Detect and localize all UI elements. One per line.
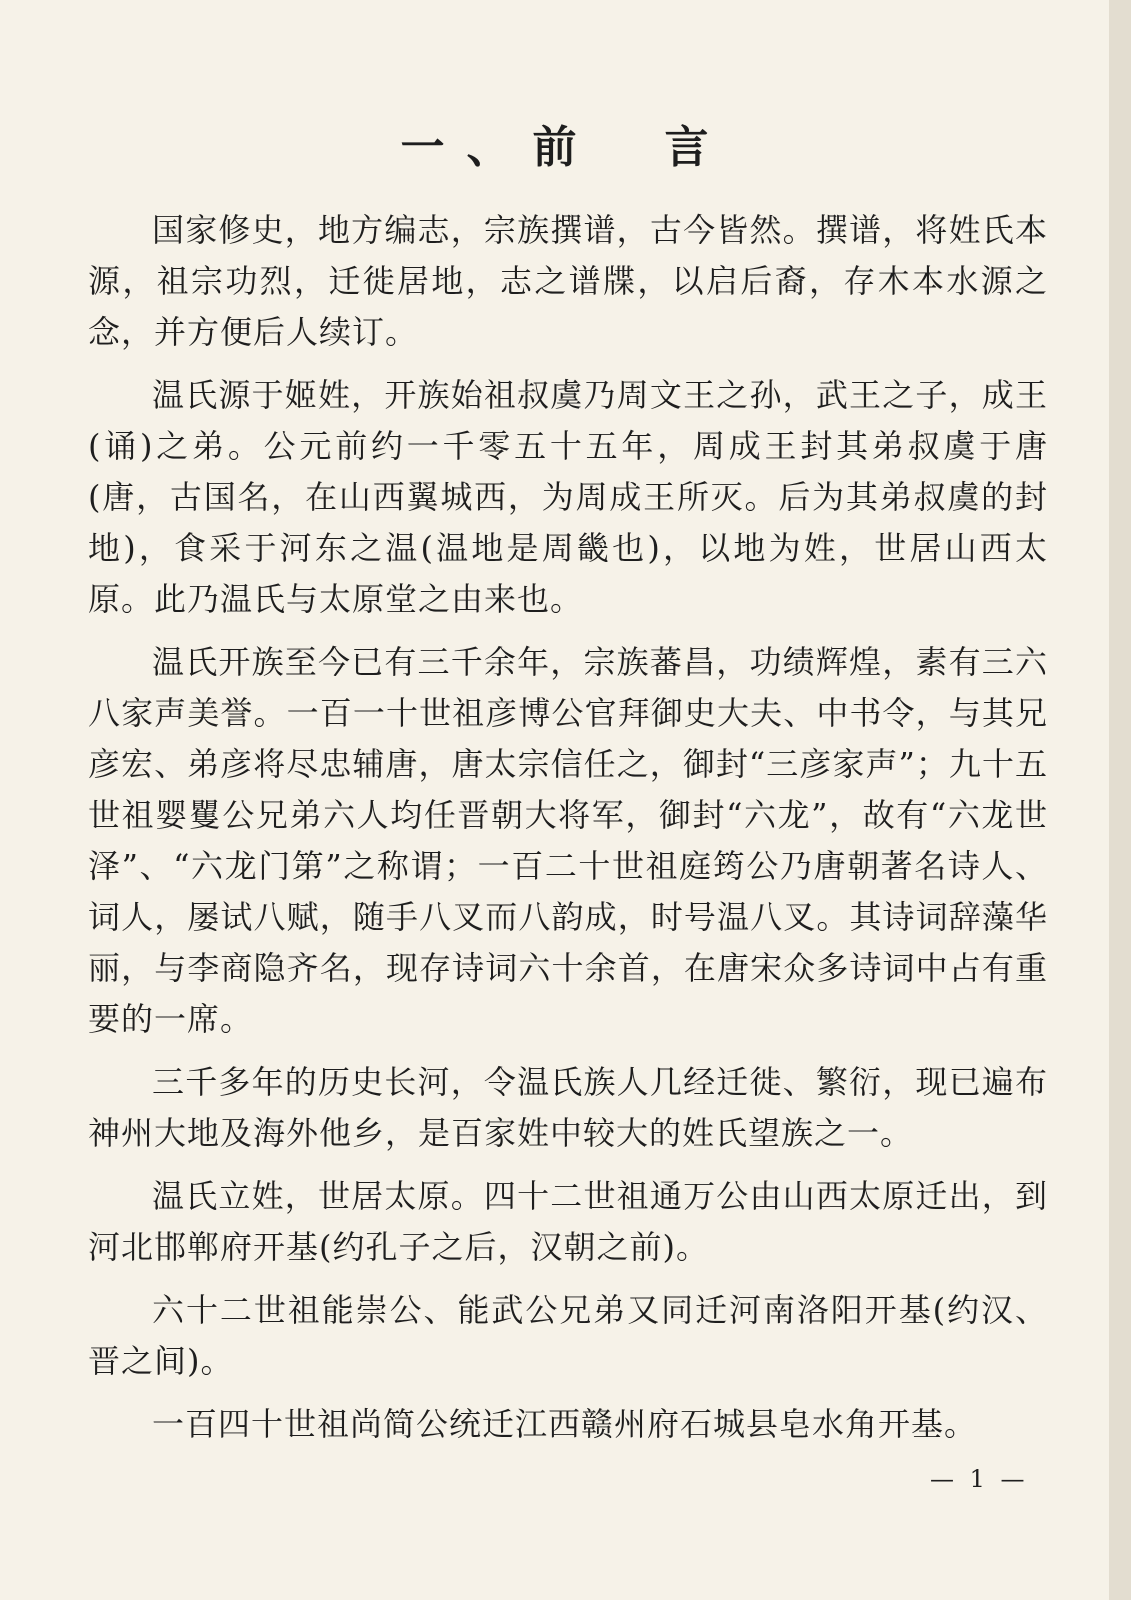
paragraph: 温氏源于姬姓，开族始祖叔虞乃周文王之孙，武王之子，成王(诵)之弟。公元前约一千零五十五年，周成王封其弟叔虞于唐(唐，古国名，在山西翼城西，为周成王所灭。后为其弟叔虞的封地)，食采于河东之温(温地是周畿也)，以地为姓，世居山西太原。此乃温氏与太原堂之由来也。: [88, 376, 1048, 618]
page-edge: [1109, 0, 1131, 1600]
body-text: [88, 205, 1048, 1462]
page-title: 一、前 言: [400, 122, 731, 173]
paragraph: 温氏立姓，世居太原。四十二世祖通万公由山西太原迁出，到河北邯郸府开基(约孔子之后，汉朝之前)。: [88, 1177, 1048, 1266]
paragraph: 一百四十世祖尚简公统迁江西赣州府石城县皂水角开基。: [152, 1405, 978, 1443]
paragraph: 三千多年的历史长河，令温氏族人几经迁徙、繁衍，现已遍布神州大地及海外他乡，是百家姓中较大的姓氏望族之一。: [88, 1063, 1048, 1152]
paragraph: 温氏开族至今已有三千余年，宗族蕃昌，功绩辉煌，素有三六八家声美誉。一百一十世祖彦博公官拜御史大夫、中书令，与其兄彦宏、弟彦将尽忠辅唐，唐太宗信任之，御封“三彦家声”；九十五世祖婴矍公兄弟六人均任晋朝大将军，御封“六龙”，故有“六龙世泽”、“六龙门第”之称谓；一百二十世祖庭筠公乃唐朝著名诗人、词人，屡试八赋，随手八叉而八韵成，时号温八叉。其诗词辞藻华丽，与李商隐齐名，现存诗词六十余首，在唐宋众多诗词中占有重要的一席。: [88, 643, 1048, 1038]
page-number: — 1 —: [930, 1465, 1029, 1493]
paragraph: 国家修史，地方编志，宗族撰谱，古今皆然。撰谱，将姓氏本源，祖宗功烈，迁徙居地，志之谱牒，以启后裔，存木本水源之念，并方便后人续订。: [88, 211, 1048, 351]
paragraph: 六十二世祖能崇公、能武公兄弟又同迁河南洛阳开基(约汉、晋之间)。: [88, 1291, 1048, 1380]
